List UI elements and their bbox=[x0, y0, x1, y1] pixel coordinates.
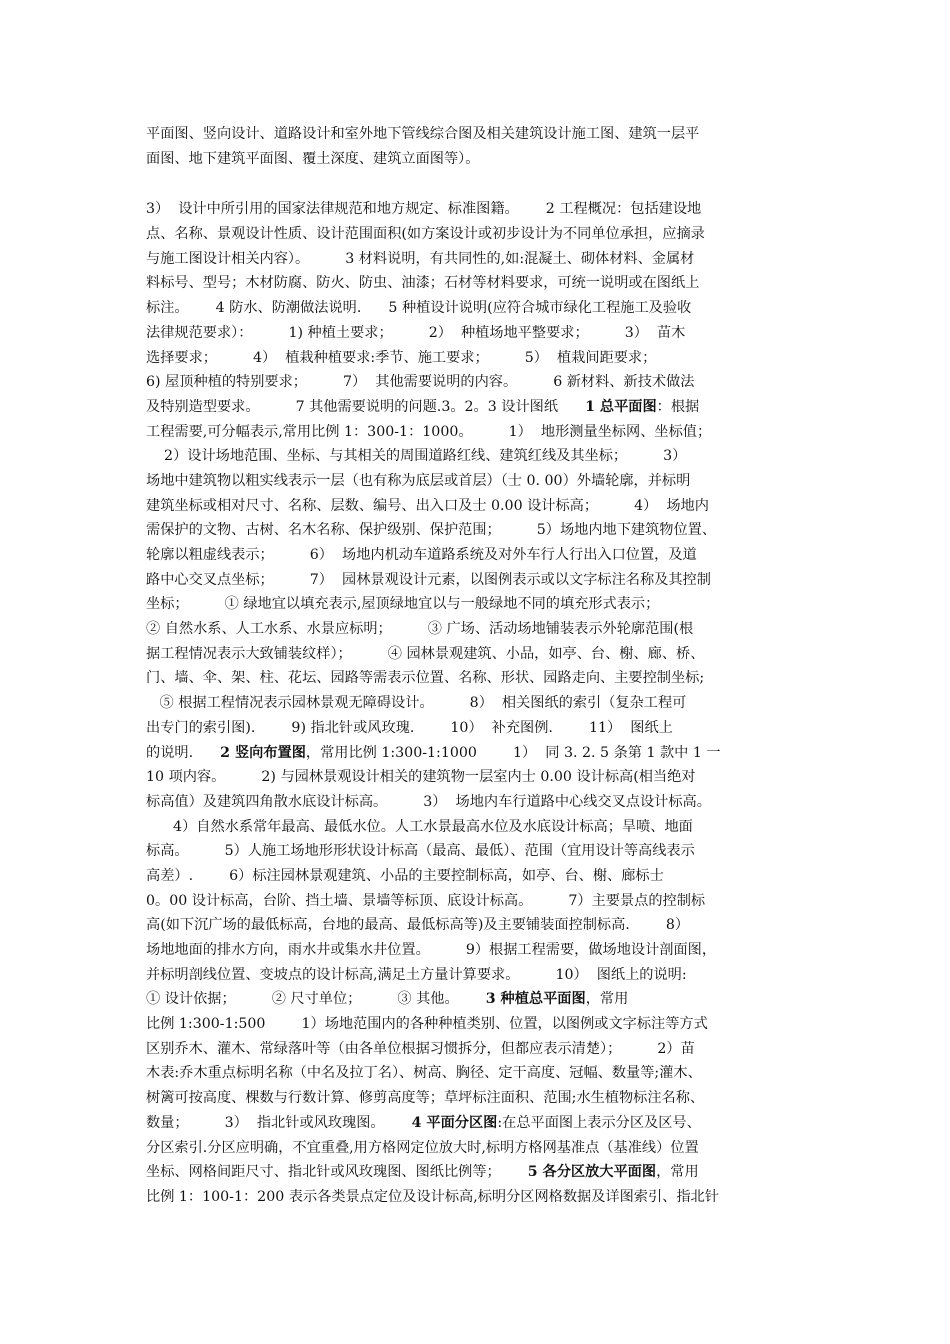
text-segment: 标高。 5）人施工场地形形状设计标高（最高、最低）、范围（宜用设计等高线表示 bbox=[146, 843, 695, 860]
text-line bbox=[146, 592, 814, 617]
text-line bbox=[146, 420, 814, 445]
text-segment: 出专门的索引图). 9) 指北针或风玫瑰. 10） 补充图例. 11） 图纸上 bbox=[146, 719, 673, 736]
text-line bbox=[146, 716, 814, 741]
text-line bbox=[146, 666, 814, 691]
text-segment: 料标号、型号；木材防腐、防火、防虫、油漆；石材等材料要求，可统一说明或在图纸上 bbox=[146, 275, 700, 292]
text-line bbox=[146, 741, 814, 766]
text-line bbox=[146, 197, 814, 222]
text-segment: 6) 屋顶种植的特别要求； 7） 其他需要说明的内容。 6 新材料、新技术做法 bbox=[146, 374, 695, 391]
text-line bbox=[146, 518, 814, 543]
text-segment: 0。00 设计标高，台阶、挡土墙、景墙等标顶、底设计标高。 7）主要景点的控制标 bbox=[146, 892, 706, 909]
text-segment: ，常用 bbox=[656, 1164, 699, 1181]
text-segment: 坐标、网格间距尺寸、指北针或风玫瑰图、图纸比例等； bbox=[146, 1164, 528, 1181]
text-line bbox=[146, 494, 814, 519]
text-segment: 门、墙、伞、架、柱、花坛、园路等需表示位置、名称、形状、园路走向、主要控制坐标; bbox=[146, 670, 705, 687]
paragraph-1 bbox=[146, 122, 814, 171]
text-segment: 建筑坐标或相对尺寸、名称、层数、编号、出入口及士 0.00 设计标高； 4） 场地内 bbox=[146, 497, 709, 514]
text-segment: 选择要求； 4） 植栽种植要求:季节、施工要求； 5） 植栽间距要求； bbox=[146, 349, 657, 366]
text-segment: 4）自然水系常年最高、最低水位。人工水景最高水位及水底设计标高；旱喷、地面 bbox=[146, 818, 693, 835]
text-line bbox=[146, 1111, 814, 1136]
text-segment: 工程需要,可分幅表示,常用比例 1：300-1：1000。 1） 地形测量坐标网、坐标值； bbox=[146, 423, 712, 440]
text-line bbox=[146, 889, 814, 914]
text-line bbox=[146, 247, 814, 272]
section-heading: 4 平面分区图 bbox=[411, 1114, 498, 1131]
text-segment: 高差）. 6）标注园林景观建筑、小品的主要控制标高，如亭、台、榭、廊标士 bbox=[146, 867, 664, 884]
text-line bbox=[146, 321, 814, 346]
text-segment: 高(如下沉广场的最低标高，台地的最高、最低标高等)及主要铺装面控制标高. 8） bbox=[146, 917, 690, 934]
paragraph-2 bbox=[146, 197, 814, 1209]
text-line bbox=[146, 147, 814, 172]
text-line bbox=[146, 271, 814, 296]
text-segment: 轮廓以粗虚线表示； 6） 场地内机动车道路系统及对外车行人行出入口位置，及道 bbox=[146, 547, 697, 563]
text-line bbox=[146, 864, 814, 889]
text-line bbox=[146, 963, 814, 988]
text-segment: ，常用比例 1:300-1:1000 1） 同 3. 2. 5 条第 1 款中 1 一 bbox=[305, 744, 721, 761]
text-segment: 比例 1：100-1：200 表示各类景点定位及设计标高,标明分区网格数据及详图索引、指北针 bbox=[146, 1188, 719, 1205]
text-segment: 的说明. bbox=[146, 744, 221, 761]
text-segment: 路中心交叉点坐标； 7） 园林景观设计元素，以图例表示或以文字标注名称及其控制 bbox=[146, 571, 711, 588]
text-segment: ② 自然水系、人工水系、水景应标明； ③ 广场、活动场地铺装表示外轮廓范围(根 bbox=[146, 621, 694, 638]
text-segment: 场地地面的排水方向，雨水井或集水井位置。 9）根据工程需要，做场地设计剖面图， bbox=[146, 942, 717, 958]
text-segment: ⑤ 根据工程情况表示园林景观无障碍设计。 8） 相关图纸的索引（复杂工程可 bbox=[146, 695, 687, 712]
text-line bbox=[146, 543, 814, 568]
text-segment: 分区索引.分区应明确，不宜重叠,用方格网定位放大时,标明方格网基准点（基准线）位置 bbox=[146, 1139, 699, 1156]
text-line bbox=[146, 938, 814, 963]
text-line bbox=[146, 839, 814, 864]
text-line bbox=[146, 815, 814, 840]
text-segment: ：根据 bbox=[656, 398, 700, 415]
text-line bbox=[146, 913, 814, 938]
text-line bbox=[146, 642, 814, 667]
text-segment: 标注。 4 防水、防潮做法说明. 5 种植设计说明(应符合城市绿化工程施工及验收 bbox=[146, 300, 692, 317]
text-segment: 比例 1:300-1:500 1）场地范围内的各种种植类别、位置，以图例或文字标注等方式 bbox=[146, 1016, 708, 1033]
text-line bbox=[146, 122, 814, 147]
text-line bbox=[146, 1185, 814, 1210]
section-heading: 5 各分区放大平面图 bbox=[527, 1164, 657, 1181]
text-segment: :在总平面图上表示分区及区号、 bbox=[497, 1114, 701, 1131]
text-segment: 树篱可按高度、棵数与行数计算、修剪高度等；草坪标注面积、范围;水生植物标注名称、 bbox=[146, 1090, 705, 1107]
text-segment: 面图、地下建筑平面图、覆土深度、建筑立面图等）。 bbox=[146, 150, 480, 167]
text-segment: 点、名称、景观设计性质、设计范围面积(如方案设计或初步设计为不同单位承担，应摘录 bbox=[146, 226, 705, 243]
section-heading: 3 种植总平面图 bbox=[485, 991, 586, 1008]
text-line bbox=[146, 1136, 814, 1161]
text-line bbox=[146, 765, 814, 790]
text-line bbox=[146, 296, 814, 321]
text-segment: 区别乔木、灌木、常绿落叶等（由各单位根据习惯拆分，但都应表示清楚）； 2）苗 bbox=[146, 1040, 695, 1057]
section-heading: 2 竖向布置图 bbox=[220, 744, 306, 761]
text-segment: 据工程情况表示大致铺装纹样）； ④ 园林景观建筑、小品，如亭、台、榭、廊、桥、 bbox=[146, 645, 705, 662]
section-heading: 1 总平面图 bbox=[585, 398, 657, 415]
text-segment: 平面图、竖向设计、道路设计和室外地下管线综合图及相关建筑设计施工图、建筑一层平 bbox=[146, 126, 700, 142]
text-line bbox=[146, 469, 814, 494]
text-segment: 木表:乔木重点标明名称（中名及拉丁名）、树高、胸径、定干高度、冠幅、数量等;灌木、 bbox=[146, 1065, 702, 1082]
text-segment: 标高值）及建筑四角散水底设计标高。 3） 场地内车行道路中心线交叉点设计标高。 bbox=[146, 793, 711, 810]
text-line bbox=[146, 1037, 814, 1062]
text-segment: 需保护的文物、古树、名木名称、保护级别、保护范围； 5）场地内地下建筑物位置、 bbox=[146, 522, 717, 539]
text-line bbox=[146, 1061, 814, 1086]
text-line bbox=[146, 346, 814, 371]
text-segment: ，常用 bbox=[585, 991, 629, 1008]
text-segment: 10 项内容。 2) 与园林景观设计相关的建筑物一层室内士 0.00 设计标高(相当绝对 bbox=[146, 769, 696, 786]
text-segment: 与施工图设计相关内容）。 3 材料说明，有共同性的,如:混凝土、砌体材料、金属材 bbox=[146, 250, 695, 267]
text-line bbox=[146, 395, 814, 420]
text-segment: 2）设计场地范围、坐标、与其相关的周围道路红线、建筑红线及其坐标； 3） bbox=[146, 448, 687, 465]
text-segment: 坐标； ① 绿地宜以填充表示,屋顶绿地宜以与一般绿地不同的填充形式表示； bbox=[146, 596, 660, 613]
text-line bbox=[146, 222, 814, 247]
text-line bbox=[146, 1086, 814, 1111]
text-segment: ① 设计依据； ② 尺寸单位； ③ 其他。 bbox=[146, 991, 486, 1008]
paragraph-gap bbox=[146, 171, 814, 197]
text-line bbox=[146, 987, 814, 1012]
document-page bbox=[146, 122, 814, 1210]
text-segment: 并标明剖线位置、变坡点的设计标高,满足土方量计算要求。 10） 图纸上的说明: bbox=[146, 966, 687, 983]
text-line bbox=[146, 444, 814, 469]
text-line bbox=[146, 568, 814, 593]
text-segment: 及特别造型要求。 7 其他需要说明的问题.3。2。3 设计图纸 bbox=[146, 398, 586, 415]
text-line bbox=[146, 691, 814, 716]
text-line bbox=[146, 1160, 814, 1185]
text-segment: 法律规范要求）： 1) 种植土要求； 2） 种植场地平整要求； 3） 苗木 bbox=[146, 324, 686, 341]
text-line bbox=[146, 1012, 814, 1037]
text-segment: 数量； 3） 指北针或风玫瑰图。 bbox=[146, 1114, 412, 1131]
text-line bbox=[146, 617, 814, 642]
text-line bbox=[146, 790, 814, 815]
text-line bbox=[146, 370, 814, 395]
text-segment: 3） 设计中所引用的国家法律规范和地方规定、标准图籍。 2 工程概况：包括建设地 bbox=[146, 201, 702, 218]
text-segment: 场地中建筑物以粗实线表示一层（也有称为底层或首层）（士 0. 00）外墙轮廓，并标明 bbox=[146, 472, 691, 489]
